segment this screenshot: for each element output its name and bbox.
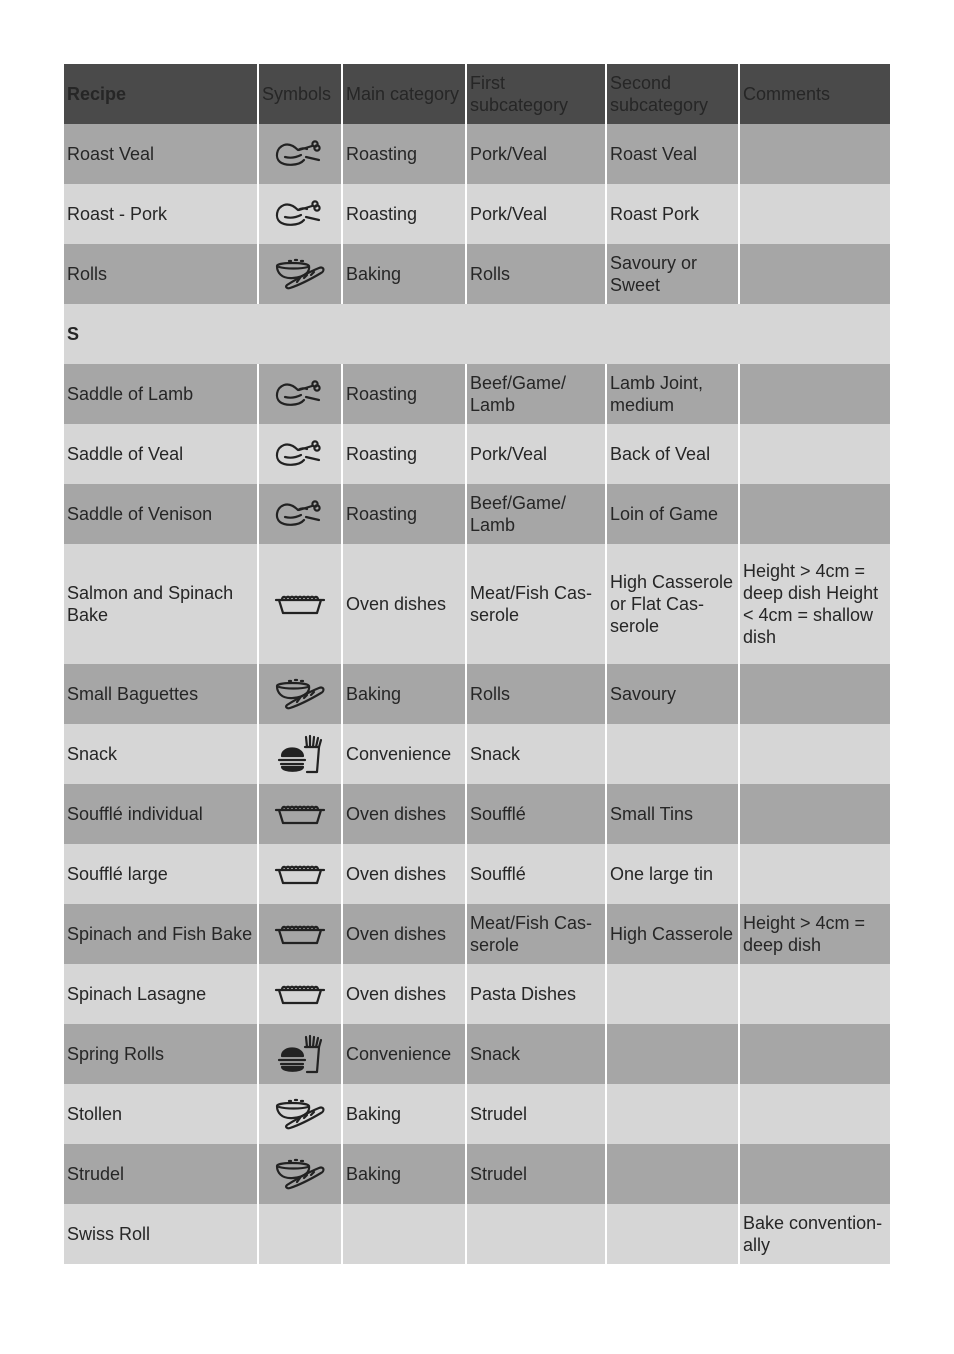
first-subcategory-cell: Meat/Fish Cas-serole xyxy=(466,904,606,964)
symbol-cell xyxy=(258,1024,342,1084)
table-row xyxy=(64,664,890,724)
symbol-cell xyxy=(258,844,342,904)
second-subcategory-cell xyxy=(606,964,739,1024)
recipe-cell: Salmon and Spinach Bake xyxy=(64,544,258,664)
symbol-cell xyxy=(258,664,342,724)
header-symbols: Symbols xyxy=(258,64,342,124)
comments-cell xyxy=(739,724,890,784)
header-first-subcategory: First subcategory xyxy=(466,64,606,124)
second-subcategory-cell: Back of Veal xyxy=(606,424,739,484)
table-body xyxy=(64,124,890,1264)
bread-icon xyxy=(262,1157,338,1191)
first-subcategory-cell: Snack xyxy=(466,724,606,784)
main-category-cell: Baking xyxy=(342,244,466,304)
table-row xyxy=(64,184,890,244)
comments-cell xyxy=(739,964,890,1024)
fast-food-icon xyxy=(262,1034,338,1074)
fast-food-icon xyxy=(262,734,338,774)
second-subcategory-cell: Loin of Game xyxy=(606,484,739,544)
bread-icon xyxy=(262,257,338,291)
second-subcategory-cell: Lamb Joint, medium xyxy=(606,364,739,424)
table-row xyxy=(64,544,890,664)
first-subcategory-cell: Soufflé xyxy=(466,844,606,904)
recipe-cell: Rolls xyxy=(64,244,258,304)
symbol-cell xyxy=(258,364,342,424)
casserole-icon xyxy=(262,857,338,891)
recipe-cell: Soufflé large xyxy=(64,844,258,904)
table-row xyxy=(64,424,890,484)
main-category-cell: Oven dishes xyxy=(342,904,466,964)
main-category-cell: Roasting xyxy=(342,484,466,544)
section-letter-row xyxy=(64,304,890,364)
comments-cell xyxy=(739,784,890,844)
comments-cell xyxy=(739,484,890,544)
first-subcategory-cell: Pork/Veal xyxy=(466,184,606,244)
comments-cell xyxy=(739,664,890,724)
comments-cell xyxy=(739,1024,890,1084)
main-category-cell: Oven dishes xyxy=(342,844,466,904)
first-subcategory-cell: Strudel xyxy=(466,1084,606,1144)
recipe-cell: Roast Veal xyxy=(64,124,258,184)
header-comments: Comments xyxy=(739,64,890,124)
table-row xyxy=(64,964,890,1024)
second-subcategory-cell xyxy=(606,724,739,784)
comments-cell xyxy=(739,844,890,904)
second-subcategory-cell: Savoury xyxy=(606,664,739,724)
casserole-icon xyxy=(262,587,338,621)
comments-cell: Height > 4cm = deep dish xyxy=(739,904,890,964)
first-subcategory-cell: Beef/Game/ Lamb xyxy=(466,484,606,544)
table-row xyxy=(64,1024,890,1084)
second-subcategory-cell xyxy=(606,1204,739,1264)
first-subcategory-cell: Pork/Veal xyxy=(466,124,606,184)
first-subcategory-cell: Rolls xyxy=(466,664,606,724)
recipe-cell: Snack xyxy=(64,724,258,784)
symbol-cell xyxy=(258,1144,342,1204)
recipe-cell: Strudel xyxy=(64,1144,258,1204)
table-row xyxy=(64,124,890,184)
main-category-cell: Baking xyxy=(342,1084,466,1144)
recipe-cell: Soufflé individual xyxy=(64,784,258,844)
second-subcategory-cell xyxy=(606,1144,739,1204)
symbol-cell xyxy=(258,484,342,544)
first-subcategory-cell: Beef/Game/ Lamb xyxy=(466,364,606,424)
main-category-cell: Oven dishes xyxy=(342,964,466,1024)
second-subcategory-cell: Roast Pork xyxy=(606,184,739,244)
symbol-cell xyxy=(258,424,342,484)
comments-cell xyxy=(739,364,890,424)
table-row xyxy=(64,724,890,784)
recipe-cell: Saddle of Lamb xyxy=(64,364,258,424)
first-subcategory-cell: Pasta Dishes xyxy=(466,964,606,1024)
table-row xyxy=(64,244,890,304)
header-row xyxy=(64,64,890,124)
section-letter: S xyxy=(64,304,890,364)
table-row xyxy=(64,1084,890,1144)
comments-cell xyxy=(739,1084,890,1144)
symbol-cell xyxy=(258,784,342,844)
second-subcategory-cell xyxy=(606,1084,739,1144)
table-row xyxy=(64,844,890,904)
recipe-cell: Roast - Pork xyxy=(64,184,258,244)
comments-cell xyxy=(739,244,890,304)
comments-cell xyxy=(739,184,890,244)
recipe-table xyxy=(64,64,890,1264)
symbol-cell xyxy=(258,544,342,664)
main-category-cell xyxy=(342,1204,466,1264)
second-subcategory-cell: One large tin xyxy=(606,844,739,904)
first-subcategory-cell: Rolls xyxy=(466,244,606,304)
roast-chicken-icon xyxy=(262,497,338,531)
second-subcategory-cell: Small Tins xyxy=(606,784,739,844)
second-subcategory-cell: High Casserole or Flat Cas-serole xyxy=(606,544,739,664)
table-row xyxy=(64,904,890,964)
roast-chicken-icon xyxy=(262,137,338,171)
symbol-cell xyxy=(258,904,342,964)
casserole-icon xyxy=(262,977,338,1011)
comments-cell: Height > 4cm = deep dish Height < 4cm = shallow dish xyxy=(739,544,890,664)
second-subcategory-cell: Roast Veal xyxy=(606,124,739,184)
symbol-cell xyxy=(258,724,342,784)
recipe-cell: Swiss Roll xyxy=(64,1204,258,1264)
bread-icon xyxy=(262,1097,338,1131)
main-category-cell: Convenience xyxy=(342,1024,466,1084)
casserole-icon xyxy=(262,797,338,831)
main-category-cell: Roasting xyxy=(342,184,466,244)
table-row xyxy=(64,484,890,544)
symbol-cell xyxy=(258,1204,342,1264)
symbol-cell xyxy=(258,244,342,304)
first-subcategory-cell: Meat/Fish Cas-serole xyxy=(466,544,606,664)
table-row xyxy=(64,784,890,844)
symbol-cell xyxy=(258,124,342,184)
header-main-category: Main category xyxy=(342,64,466,124)
second-subcategory-cell xyxy=(606,1024,739,1084)
main-category-cell: Oven dishes xyxy=(342,544,466,664)
symbol-cell xyxy=(258,1084,342,1144)
main-category-cell: Roasting xyxy=(342,364,466,424)
recipe-cell: Spinach and Fish Bake xyxy=(64,904,258,964)
recipe-cell: Stollen xyxy=(64,1084,258,1144)
roast-chicken-icon xyxy=(262,197,338,231)
main-category-cell: Convenience xyxy=(342,724,466,784)
table-row xyxy=(64,1204,890,1264)
symbol-cell xyxy=(258,184,342,244)
comments-cell xyxy=(739,424,890,484)
roast-chicken-icon xyxy=(262,437,338,471)
first-subcategory-cell: Strudel xyxy=(466,1144,606,1204)
comments-cell xyxy=(739,1144,890,1204)
main-category-cell: Roasting xyxy=(342,124,466,184)
roast-chicken-icon xyxy=(262,377,338,411)
main-category-cell: Baking xyxy=(342,1144,466,1204)
first-subcategory-cell xyxy=(466,1204,606,1264)
recipe-cell: Spring Rolls xyxy=(64,1024,258,1084)
symbol-cell xyxy=(258,964,342,1024)
second-subcategory-cell: Savoury or Sweet xyxy=(606,244,739,304)
recipe-cell: Saddle of Veal xyxy=(64,424,258,484)
first-subcategory-cell: Soufflé xyxy=(466,784,606,844)
bread-icon xyxy=(262,677,338,711)
header-recipe: Recipe xyxy=(64,64,258,124)
recipe-cell: Saddle of Venison xyxy=(64,484,258,544)
comments-cell: Bake convention-ally xyxy=(739,1204,890,1264)
first-subcategory-cell: Snack xyxy=(466,1024,606,1084)
comments-cell xyxy=(739,124,890,184)
recipe-cell: Small Baguettes xyxy=(64,664,258,724)
header-second-subcategory: Second subcategory xyxy=(606,64,739,124)
table-row xyxy=(64,364,890,424)
second-subcategory-cell: High Casserole xyxy=(606,904,739,964)
casserole-icon xyxy=(262,917,338,951)
main-category-cell: Oven dishes xyxy=(342,784,466,844)
recipe-cell: Spinach Lasagne xyxy=(64,964,258,1024)
main-category-cell: Roasting xyxy=(342,424,466,484)
main-category-cell: Baking xyxy=(342,664,466,724)
table-row xyxy=(64,1144,890,1204)
first-subcategory-cell: Pork/Veal xyxy=(466,424,606,484)
